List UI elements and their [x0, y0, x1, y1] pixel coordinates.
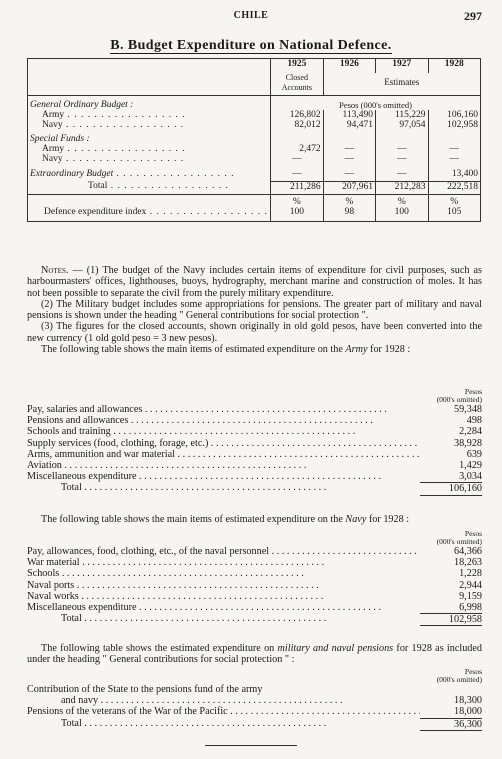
navy-table [27, 530, 482, 626]
pension-table [27, 668, 482, 731]
army-special-row: Army . . . 2,472 — — — [28, 144, 481, 154]
year-1926: 1926 [323, 59, 375, 74]
list-item: Schools and training . . . 2,284 [27, 426, 482, 437]
table-cell: 102,958 [428, 120, 480, 130]
table-cell: — [376, 164, 428, 181]
list-item: Aviation . . . 1,429 [27, 460, 482, 471]
list-item: Pay, salaries and allowances . . . 59,348 [27, 404, 482, 415]
note-2: (2) The Military budget includes some appropriations for pensions. The greater part of military and naval pensions is shown under the heading " General contributions for social protection ". [27, 298, 482, 322]
page-number: 297 [464, 9, 482, 23]
general-budget-label: General Ordinary Budget : [30, 100, 134, 110]
running-header [0, 10, 502, 24]
year-1927: 1927 [376, 59, 428, 74]
table-cell: % [428, 195, 480, 208]
table-cell: 211,286 [271, 181, 323, 195]
table-cell: 106,160 [428, 110, 480, 120]
table-cell: 105 [428, 207, 480, 222]
pension-total-row: Total . . . 36,300 [27, 718, 482, 731]
year-1925: 1925 [271, 59, 323, 74]
table-cell: 94,471 [323, 120, 375, 130]
list-item: Naval ports . . . 2,944 [27, 580, 482, 591]
list-item: and navy . . . 18,300 [27, 695, 482, 706]
navy-intro: The following table shows the main items of estimated expenditure on the Navy for 1928 : [41, 514, 410, 525]
list-item: Arms, ammunition and war material . . . 639 [27, 449, 482, 460]
total-row: Total . . . 211,286 207,961 212,283 222,518 [28, 181, 481, 195]
table-cell: — [323, 144, 375, 154]
army-intro: The following table shows the main items of estimated expenditure on the Army for 1928 : [41, 344, 411, 356]
table-cell: — [271, 164, 323, 181]
table-cell: — [323, 154, 375, 164]
extraordinary-budget-label: Extraordinary Budget . . . [30, 169, 235, 179]
army-table [27, 388, 482, 496]
subheader-row [28, 73, 481, 96]
table-cell: 222,518 [428, 181, 480, 195]
list-item: Miscellaneous expenditure . . . 6,998 [27, 602, 482, 613]
table-cell: 212,283 [376, 181, 428, 195]
note-1: Notes. — (1) The budget of the Navy includes certain items of expenditure for civil purposes, such as harbourmasters' offices, lighthouses, buoys, hydrography, merchant marine and construction of moles. It has not been possible to separate the civil from the purely military expenditure. [27, 265, 482, 299]
note-3: (3) The figures for the closed accounts, shown originally in old gold pesos, have been converted into the new currency (1 old gold peso = 3 new pesos). [27, 321, 482, 344]
navy-unit: Pesos (000's omitted) [436, 529, 482, 546]
table-cell: % [271, 195, 323, 208]
navy-total-row: Total . . . 102,958 [27, 613, 482, 626]
table-cell: 97,054 [376, 120, 428, 130]
list-item: Schools . . . 1,228 [27, 568, 482, 579]
table-cell: 98 [323, 207, 375, 222]
notes [27, 265, 482, 355]
pension-intro: The following table shows the estimated expenditure on military and naval pensions for 1928 as included under the heading " General contributions for social protection " : [27, 643, 483, 665]
list-item: Pensions of the veterans of the War of the Pacific . . . 18,000 [27, 706, 482, 717]
closed-accounts-label: Closed Accounts [271, 73, 323, 96]
list-item: War material . . . 18,263 [27, 557, 482, 568]
navy-special-row: Navy . . . — — — — [28, 154, 481, 164]
section-title: B. Budget Expenditure on National Defence. [110, 38, 392, 53]
table-cell: % [323, 195, 375, 208]
table-cell: — [376, 154, 428, 164]
table-cell: — [428, 154, 480, 164]
table-cell: 126,802 [271, 110, 323, 120]
year-row [28, 59, 481, 74]
table-cell: 113,490 [323, 110, 375, 120]
running-title: CHILE [233, 10, 269, 21]
army-unit: Pesos (000's omitted) [436, 387, 482, 404]
table-cell: 13,400 [428, 164, 480, 181]
percent-row [28, 195, 481, 208]
list-item: Pay, allowances, food, clothing, etc., of the naval personnel . . . 64,366 [27, 546, 482, 557]
table-cell: — [271, 154, 323, 164]
special-section-row [28, 130, 481, 144]
army-total-row: Total . . . 106,160 [27, 482, 482, 495]
unit-note: Pesos (000's omitted) [271, 96, 481, 111]
table-cell: % [376, 195, 428, 208]
table-cell: 115,229 [376, 110, 428, 120]
list-item: Miscellaneous expenditure . . . 3,034 [27, 471, 482, 482]
table-cell: 2,472 [271, 144, 323, 154]
navy-general-row: Navy . . . 82,012 94,471 97,054 102,958 [28, 120, 481, 130]
list-item: Contribution of the State to the pensions fund of the army [27, 684, 263, 695]
pension-unit: Pesos (000's omitted) [436, 667, 482, 684]
special-funds-label: Special Funds : [30, 134, 90, 144]
table-cell: 100 [271, 207, 323, 222]
table-cell: — [376, 144, 428, 154]
army-general-row: Army . . . 126,802 113,490 115,229 106,160 [28, 110, 481, 120]
index-row: Defence expenditure index . . . 100 98 100 105 [28, 207, 481, 222]
budget-table [27, 58, 481, 222]
table-cell: — [323, 164, 375, 181]
table-cell: 207,961 [323, 181, 375, 195]
list-item: Pensions and allowances . . . 498 [27, 415, 482, 426]
table-cell: 82,012 [271, 120, 323, 130]
table-cell: — [428, 144, 480, 154]
list-item: Supply services (food, clothing, forage, etc.) . . . 38,928 [27, 438, 482, 449]
general-section-row [28, 96, 481, 111]
estimates-label: Estimates [323, 73, 480, 96]
table-cell: 100 [376, 207, 428, 222]
footer-rule [205, 745, 297, 746]
list-item: Naval works . . . 9,159 [27, 591, 482, 602]
extraordinary-row [28, 164, 481, 181]
year-1928: 1928 [428, 59, 480, 74]
